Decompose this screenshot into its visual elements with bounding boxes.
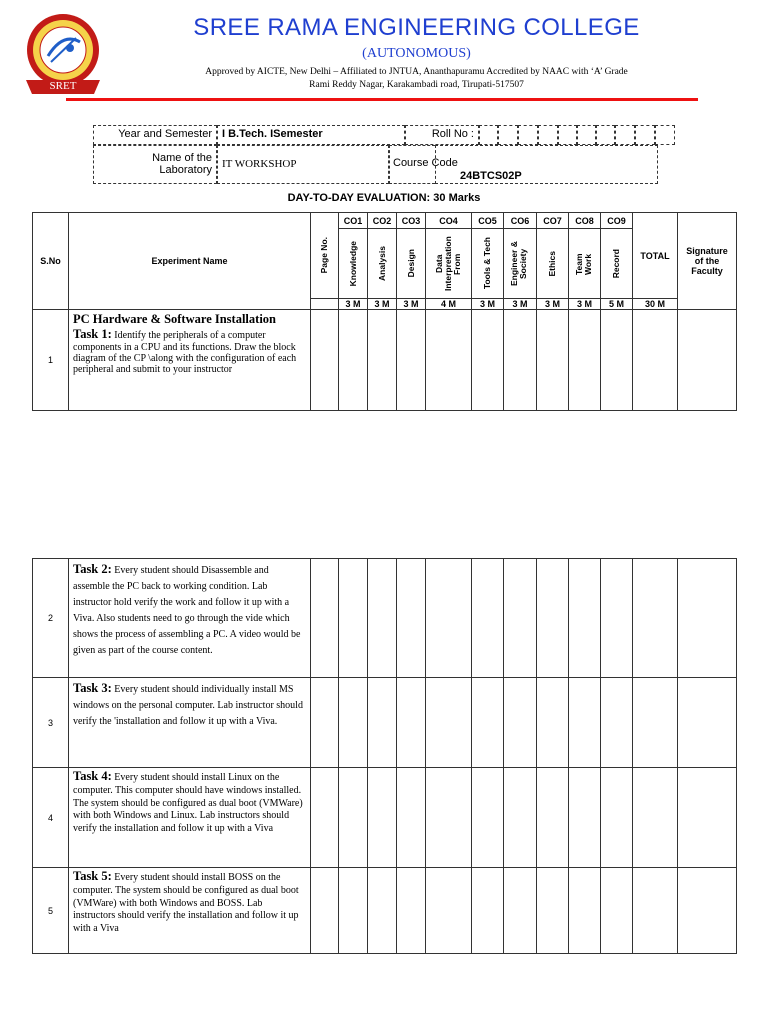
- roll-box-4[interactable]: [538, 125, 558, 145]
- roll-box-3[interactable]: [518, 125, 538, 145]
- roll-box-5[interactable]: [558, 125, 577, 145]
- mark-cell[interactable]: [368, 678, 397, 768]
- co-name: Knowledge: [339, 229, 368, 299]
- mark-cell[interactable]: [472, 868, 504, 954]
- co-name: Data Interpretation From: [426, 229, 472, 299]
- header-divider: [66, 98, 698, 101]
- row-sno: 4: [33, 768, 69, 868]
- co-code: CO5: [472, 213, 504, 229]
- roll-box-9[interactable]: [635, 125, 655, 145]
- experiment-cell: [69, 768, 311, 868]
- mark-cell[interactable]: [368, 559, 397, 678]
- mark-cell[interactable]: [339, 768, 368, 868]
- task-label: Task 1:: [73, 327, 112, 341]
- co-mark: 5 M: [601, 299, 633, 310]
- mark-cell[interactable]: [339, 868, 368, 954]
- mark-cell[interactable]: [504, 559, 537, 678]
- mark-cell[interactable]: [397, 868, 426, 954]
- mark-cell[interactable]: [368, 868, 397, 954]
- co-mark: 3 M: [339, 299, 368, 310]
- mark-cell[interactable]: [569, 768, 601, 868]
- logo-text: SRET: [49, 80, 77, 92]
- roll-box-7[interactable]: [596, 125, 615, 145]
- co-name: Engineer & Society: [504, 229, 537, 299]
- roll-box-10[interactable]: [655, 125, 675, 145]
- task-text: Every student should install Linux on the computer. This computer should have windows installed. The system should be configured as dual boot (VMWare) with both Windows and Linux. Lab instructors should verify the installation and follow it up with a Viva: [73, 772, 303, 835]
- task-label: Task 5:: [73, 869, 112, 883]
- autonomous-label: (AUTONOMOUS): [362, 46, 471, 61]
- mark-cell[interactable]: [397, 310, 426, 411]
- mark-cell[interactable]: [569, 868, 601, 954]
- experiment-cell: [69, 559, 311, 678]
- mark-cell[interactable]: [537, 768, 569, 868]
- experiment-cell: [69, 310, 311, 411]
- mark-cell[interactable]: [311, 768, 339, 868]
- total-header: TOTAL: [633, 213, 678, 299]
- task-label: Task 2:: [73, 562, 112, 576]
- co-mark: 3 M: [397, 299, 426, 310]
- mark-cell[interactable]: [633, 678, 678, 768]
- table-row: [33, 768, 737, 868]
- experiment-cell: [69, 678, 311, 768]
- roll-label-cell: Roll No :: [405, 125, 479, 145]
- address-line: Rami Reddy Nagar, Karakambadi road, Tirupati-517507: [309, 80, 524, 90]
- mark-cell[interactable]: [633, 559, 678, 678]
- mark-cell[interactable]: [339, 310, 368, 411]
- mark-cell[interactable]: [633, 310, 678, 411]
- roll-box-1[interactable]: [479, 125, 498, 145]
- roll-box-2[interactable]: [498, 125, 518, 145]
- task-text: Identify the peripherals of a computer components in a CPU and its functions. Draw the block diagram of the CP \along with the configuration of each peripheral and submit to your instructor: [73, 330, 297, 375]
- evaluation-table-continued: [32, 558, 737, 954]
- mark-cell[interactable]: [678, 678, 737, 768]
- mark-cell[interactable]: [311, 868, 339, 954]
- mark-cell[interactable]: [678, 868, 737, 954]
- mark-cell[interactable]: [537, 559, 569, 678]
- year-value-cell: I B.Tech. ISemester: [217, 125, 405, 145]
- evaluation-title: DAY-TO-DAY EVALUATION: 30 Marks: [287, 192, 481, 204]
- mark-cell[interactable]: [537, 310, 569, 411]
- co-mark: 4 M: [426, 299, 472, 310]
- experiment-cell: [69, 868, 311, 954]
- mark-cell[interactable]: [397, 559, 426, 678]
- sno-header: S.No: [33, 213, 69, 310]
- co-code: CO6: [504, 213, 537, 229]
- roll-box-6[interactable]: [577, 125, 596, 145]
- signature-header: Signature of the Faculty: [678, 213, 737, 310]
- student-info-box: [93, 125, 675, 184]
- college-name: SREE RAMA ENGINEERING COLLEGE: [193, 14, 640, 41]
- mark-cell[interactable]: [311, 310, 339, 411]
- course-value-cell: 24BTCS02P: [435, 145, 658, 184]
- task-text: Every student should individually install MS windows on the personal computer. Lab instructor should verify the 'installation and follow it up with a Viva.: [73, 684, 303, 727]
- task-label: Task 3:: [73, 681, 112, 695]
- mark-cell[interactable]: [601, 768, 633, 868]
- mark-cell[interactable]: [504, 310, 537, 411]
- co-name: Ethics: [537, 229, 569, 299]
- row-sno: 3: [33, 678, 69, 768]
- mark-cell[interactable]: [472, 310, 504, 411]
- table-row: [33, 678, 737, 768]
- task-text: Every student should Disassemble and assemble the PC back to working condition. Lab instructor hold verify the work and follow it up with a Viva. Also students need to go through the vide which shows the process of assembling a PC. A video would be given as part of the course content.: [73, 565, 301, 656]
- mark-cell[interactable]: [537, 678, 569, 768]
- mark-cell[interactable]: [311, 678, 339, 768]
- co-code: CO9: [601, 213, 633, 229]
- course-label: Course Code: [393, 157, 458, 169]
- co-name: Tools & Tech: [472, 229, 504, 299]
- mark-cell[interactable]: [472, 559, 504, 678]
- mark-cell[interactable]: [678, 768, 737, 868]
- mark-cell[interactable]: [426, 868, 472, 954]
- mark-cell[interactable]: [601, 310, 633, 411]
- mark-cell[interactable]: [368, 310, 397, 411]
- section-title: PC Hardware & Software Installation: [73, 312, 276, 326]
- page-no-header: Page No.: [311, 213, 339, 299]
- co-name: Design: [397, 229, 426, 299]
- mark-cell[interactable]: [569, 678, 601, 768]
- mark-cell[interactable]: [601, 868, 633, 954]
- row-sno: 1: [33, 310, 69, 411]
- roll-box-8[interactable]: [615, 125, 635, 145]
- mark-cell[interactable]: [397, 768, 426, 868]
- co-code: CO7: [537, 213, 569, 229]
- co-mark: 3 M: [472, 299, 504, 310]
- lab-label-cell: Name of the Laboratory: [93, 145, 217, 184]
- evaluation-table-header: [32, 212, 737, 411]
- co-code: CO2: [368, 213, 397, 229]
- mark-cell[interactable]: [504, 768, 537, 868]
- co-mark: 3 M: [537, 299, 569, 310]
- mark-cell[interactable]: [472, 768, 504, 868]
- mark-cell[interactable]: [504, 868, 537, 954]
- mark-cell[interactable]: [678, 310, 737, 411]
- mark-cell[interactable]: [633, 868, 678, 954]
- co-mark: 3 M: [368, 299, 397, 310]
- mark-cell[interactable]: [633, 768, 678, 868]
- mark-cell[interactable]: [426, 678, 472, 768]
- co-name: Record: [601, 229, 633, 299]
- mark-cell[interactable]: [397, 678, 426, 768]
- co-name: Analysis: [368, 229, 397, 299]
- mark-cell[interactable]: [368, 768, 397, 868]
- mark-cell[interactable]: [601, 678, 633, 768]
- co-code: CO3: [397, 213, 426, 229]
- mark-cell[interactable]: [472, 678, 504, 768]
- mark-cell[interactable]: [569, 310, 601, 411]
- experiment-header: Experiment Name: [69, 213, 311, 310]
- mark-cell[interactable]: [426, 559, 472, 678]
- co-code: CO4: [426, 213, 472, 229]
- mark-cell[interactable]: [339, 678, 368, 768]
- task-label: Task 4:: [73, 769, 112, 783]
- co-code: CO8: [569, 213, 601, 229]
- co-mark: 3 M: [504, 299, 537, 310]
- co-name: Team Work: [569, 229, 601, 299]
- table-row: [33, 868, 737, 954]
- year-label-cell: Year and Semester: [93, 125, 217, 145]
- table-row: [33, 310, 737, 411]
- mark-cell[interactable]: [426, 768, 472, 868]
- mark-cell[interactable]: [311, 559, 339, 678]
- co-code: CO1: [339, 213, 368, 229]
- mark-cell[interactable]: [601, 559, 633, 678]
- row-sno: 2: [33, 559, 69, 678]
- table-row: [33, 559, 737, 678]
- total-mark: 30 M: [633, 299, 678, 310]
- page-no-mark-cell: [311, 299, 339, 310]
- mark-cell[interactable]: [426, 310, 472, 411]
- mark-cell[interactable]: [569, 559, 601, 678]
- lab-value-cell: IT WORKSHOP: [217, 145, 389, 184]
- mark-cell[interactable]: [504, 678, 537, 768]
- mark-cell[interactable]: [537, 868, 569, 954]
- approval-line: Approved by AICTE, New Delhi – Affiliated to JNTUA, Ananthapuramu Accredited by NAAC with ‘A’ Grade: [205, 67, 628, 77]
- mark-cell[interactable]: [678, 559, 737, 678]
- mark-cell[interactable]: [339, 559, 368, 678]
- task-text: Every student should install BOSS on the computer. The system should be configured as dual boot (VMWare) with both Windows and BOSS. Lab instructors should verify the installation and follow it up with a Viva: [73, 872, 299, 935]
- row-sno: 5: [33, 868, 69, 954]
- co-mark: 3 M: [569, 299, 601, 310]
